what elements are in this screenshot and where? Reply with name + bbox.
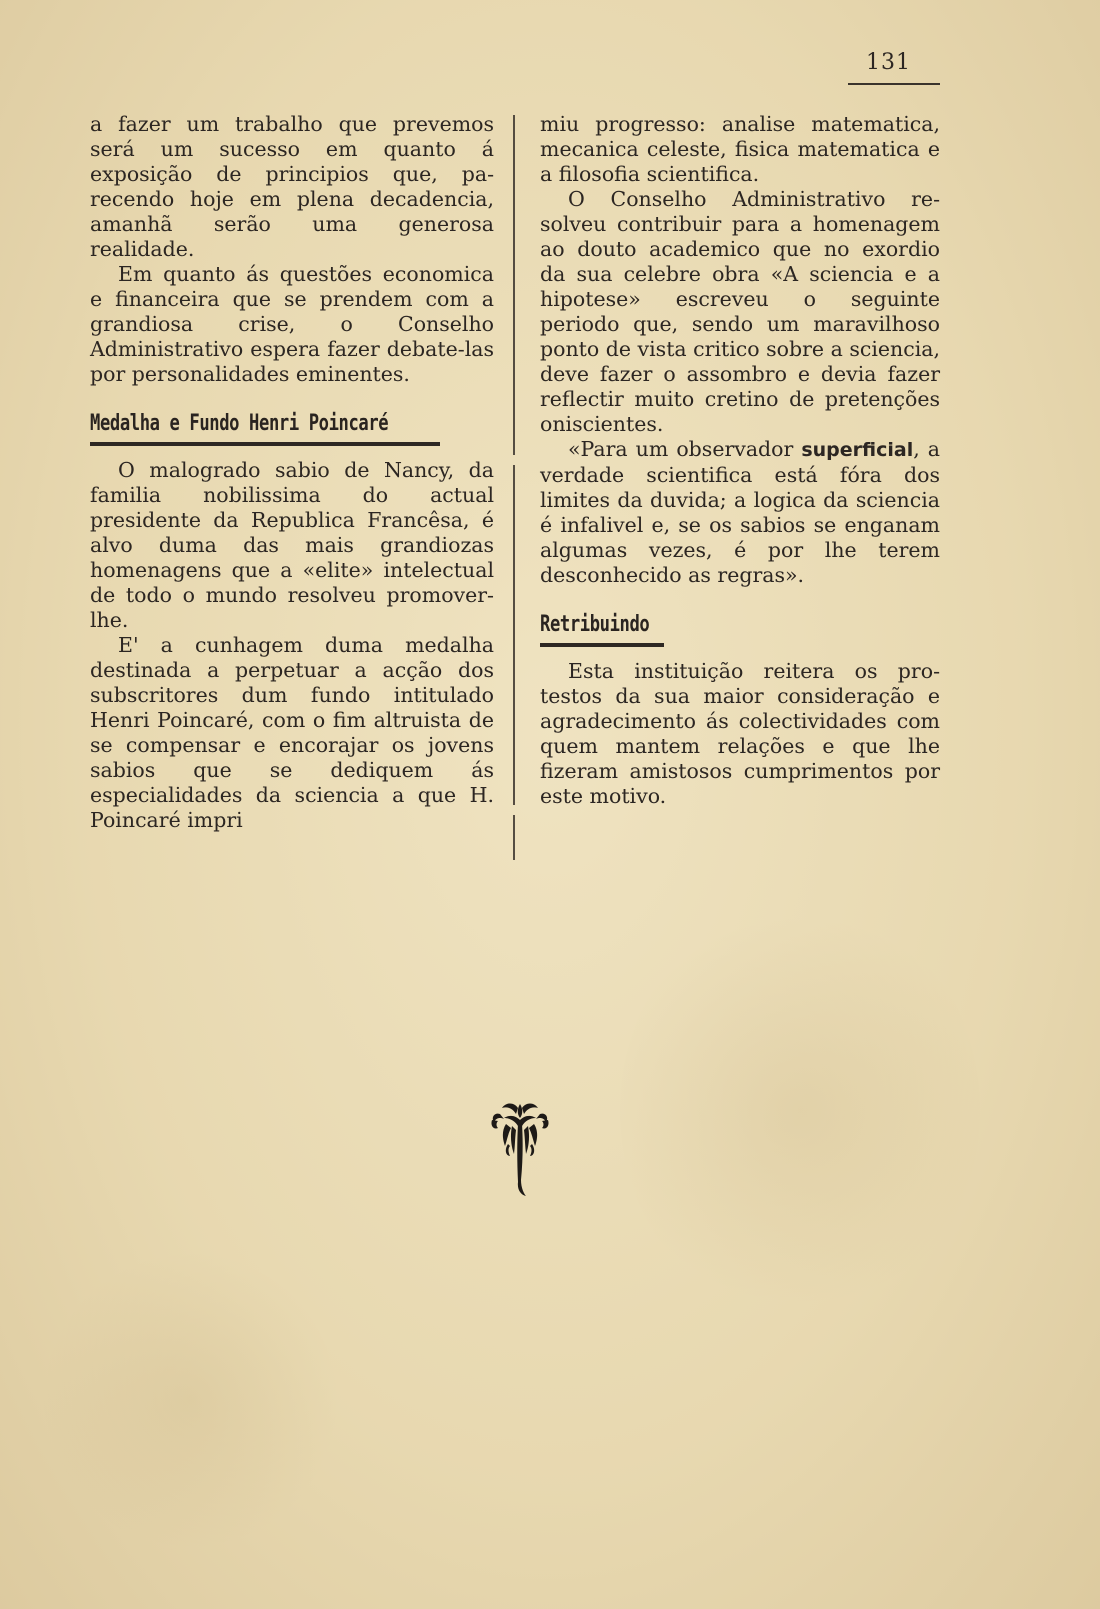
left-paragraph-2: Em quanto ás questões economica e financeira que se prendem com a grandiosa crise, o Conselho Administrativo espera fazer debate-las por personalidades eminentes. <box>90 262 494 386</box>
page-number: 131 <box>866 50 911 75</box>
right-paragraph-3 <box>540 437 940 588</box>
right-paragraph-1: miu progresso: analise matematica, mecanica celeste, fisica matematica e a filosofia scientifica. <box>540 112 940 186</box>
heading-rule <box>540 643 664 647</box>
column-divider <box>513 115 515 860</box>
heading-rule <box>90 442 440 446</box>
right-paragraph-2: O Conselho Administrativo resolveu contribuir para a homenagem ao douto academico que no exordio da sua celebre obra «A sciencia e a hipotese» escreveu o seguinte periodo que, sendo um maravilhoso ponto de vista critico sobre a sciencia, deve fazer o assombro e devia fazer reflectir muito cretino de pretenções oniscientes. <box>540 187 940 436</box>
quote-end: , a verdade scientifica está fóra dos limites da duvida; a logica da sciencia é infalivel e, se os sabios se enganam algumas vezes, é por lhe terem desconhecido as regras». <box>540 437 940 587</box>
paper-stain <box>40 1250 340 1550</box>
right-column <box>540 112 940 809</box>
left-paragraph-1: a fazer um trabalho que prevemos será um sucesso em quanto á exposição de principios que, parecendo hoje em plena decadencia, amanhã serão uma generosa realidade. <box>90 112 494 261</box>
left-column <box>90 112 494 833</box>
right-paragraph-4: Esta instituição reitera os protestos da sua maior consideração e agradecimento ás colectividades com quem mantem relações e que lhe fizeram amistosos cumprimentos por este motivo. <box>540 659 940 808</box>
section-heading-medalha: Medalha e Fundo Henri Poincaré <box>90 411 389 436</box>
left-paragraph-4: E' a cunhagem duma medalha destinada a perpetuar a acção dos subscritores dum fundo intitulado Henri Poincaré, com o fim altruista de se compensar e encorajar os jovens sabios que se dediquem ás especialidades da sciencia a que H. Poincaré impri <box>90 633 494 832</box>
left-paragraph-3: O malogrado sabio de Nancy, da familia nobilissima do actual presidente da Republica Francêsa, é alvo duma das mais grandiozas homenagens que a «elite» intelectual de todo o mundo resolveu promover-lhe. <box>90 458 494 632</box>
section-heading-retribuindo: Retribuindo <box>540 612 650 637</box>
quote-bold-word: superficial <box>801 439 914 461</box>
paper-stain <box>620 900 980 1320</box>
page-number-rule <box>848 83 940 85</box>
quote-start: «Para um observador <box>568 437 802 461</box>
floral-tailpiece-icon <box>488 1100 552 1200</box>
